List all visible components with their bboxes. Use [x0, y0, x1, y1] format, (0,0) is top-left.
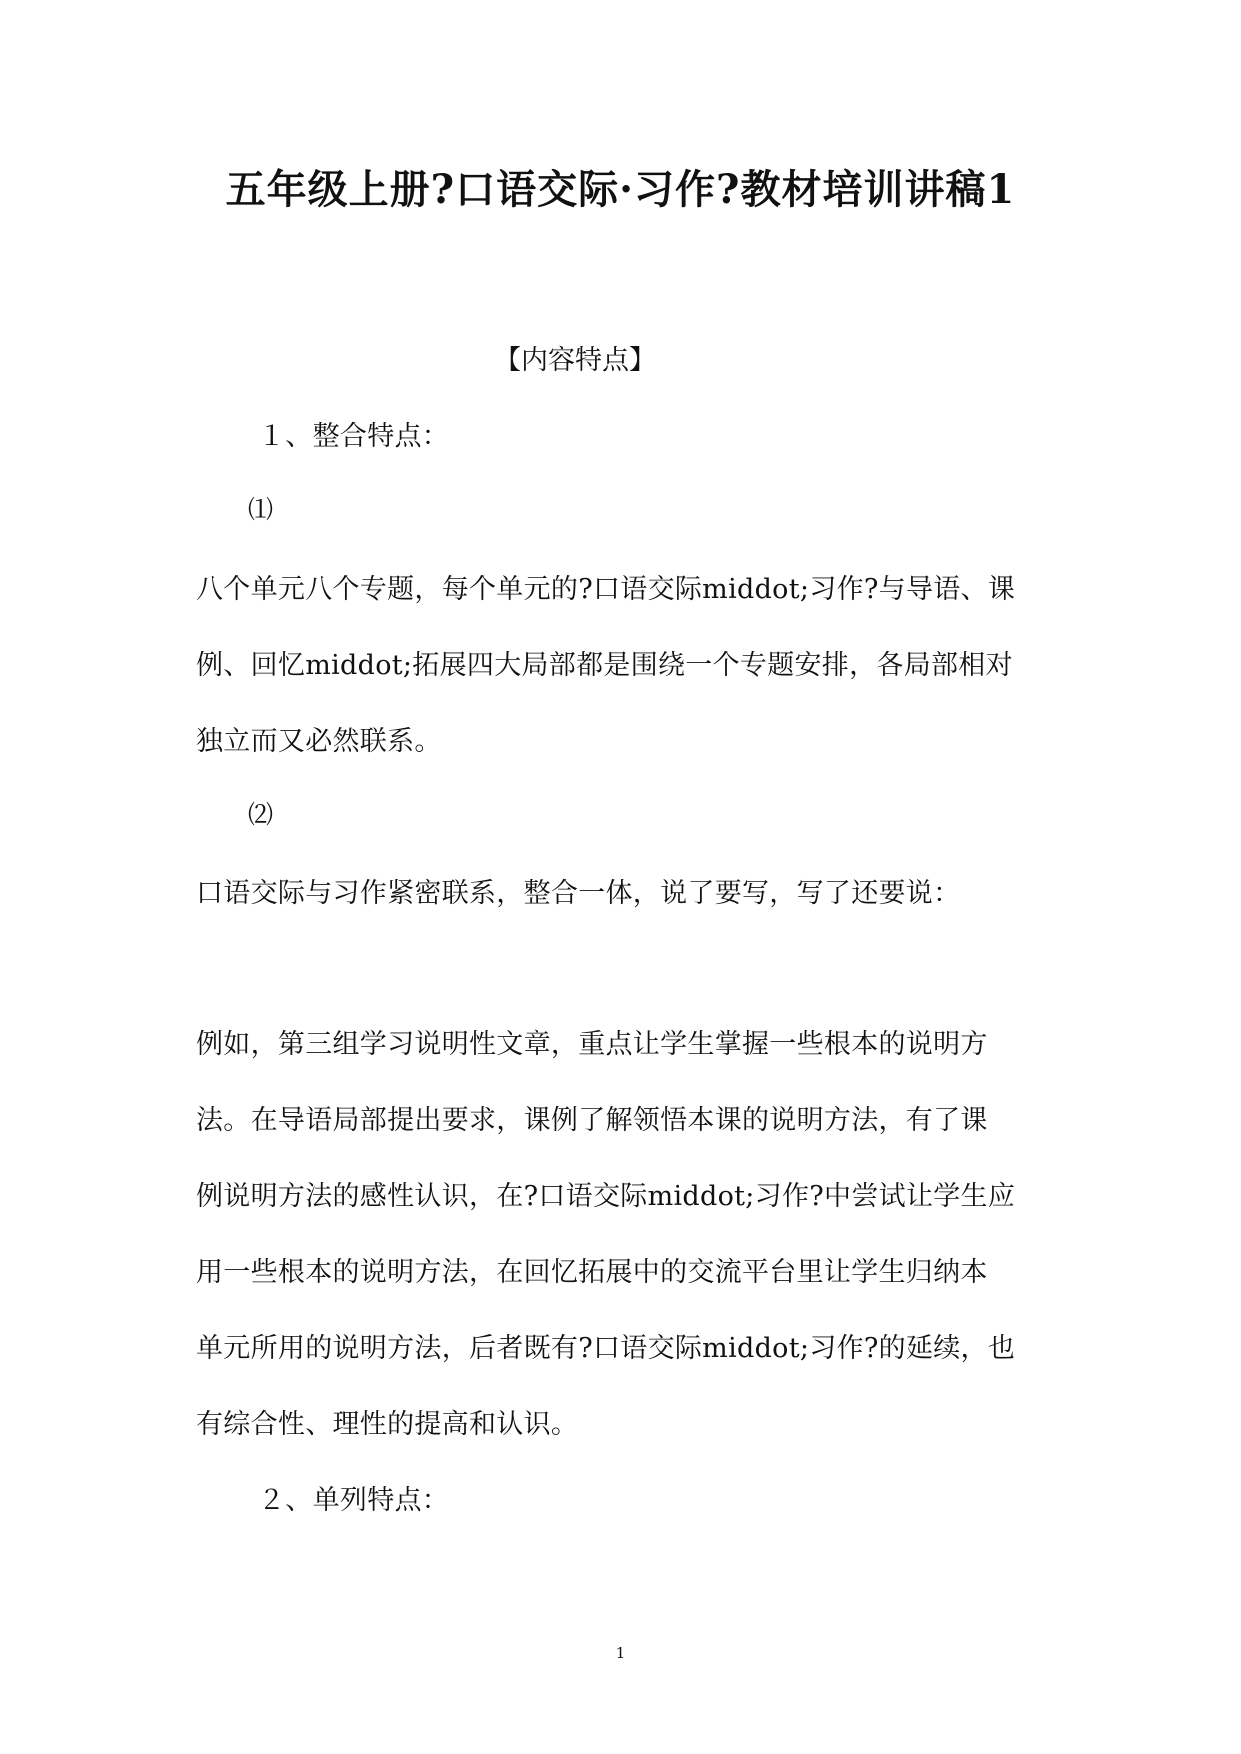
- item2-heading: ２、单列特点：: [258, 1485, 450, 1516]
- paragraph-line: 单元所用的说明方法，后者既有?口语交际middot;习作?的延续，也: [196, 1333, 1016, 1364]
- paragraph-line: 独立而又必然联系。: [196, 726, 442, 757]
- paragraph-line: 例说明方法的感性认识，在?口语交际middot;习作?中尝试让学生应: [196, 1181, 1016, 1212]
- paragraph-line: 有综合性、理性的提高和认识。: [196, 1409, 579, 1440]
- paragraph-line: 法。在导语局部提出要求，课例了解领悟本课的说明方法，有了课: [196, 1105, 988, 1136]
- document-title: 五年级上册?口语交际·习作?教材培训讲稿1: [225, 166, 1016, 213]
- paragraph-line: 例如，第三组学习说明性文章，重点让学生掌握一些根本的说明方: [196, 1029, 988, 1060]
- paragraph-line: 口语交际与习作紧密联系，整合一体，说了要写，写了还要说：: [196, 878, 961, 909]
- paragraph-line: 用一些根本的说明方法，在回忆拓展中的交流平台里让学生归纳本: [196, 1257, 988, 1288]
- item1-heading: １、整合特点：: [258, 421, 450, 452]
- paragraph-line: 例、回忆middot;拓展四大局部都是围绕一个专题安排，各局部相对: [196, 650, 1013, 681]
- paragraph-line: 八个单元八个专题，每个单元的?口语交际middot;习作?与导语、课: [196, 574, 1016, 605]
- list-marker-2: ⑵: [248, 800, 274, 829]
- page-number: 1: [615, 1644, 626, 1662]
- section-heading: 【内容特点】: [494, 345, 656, 376]
- list-marker-1: ⑴: [248, 495, 274, 524]
